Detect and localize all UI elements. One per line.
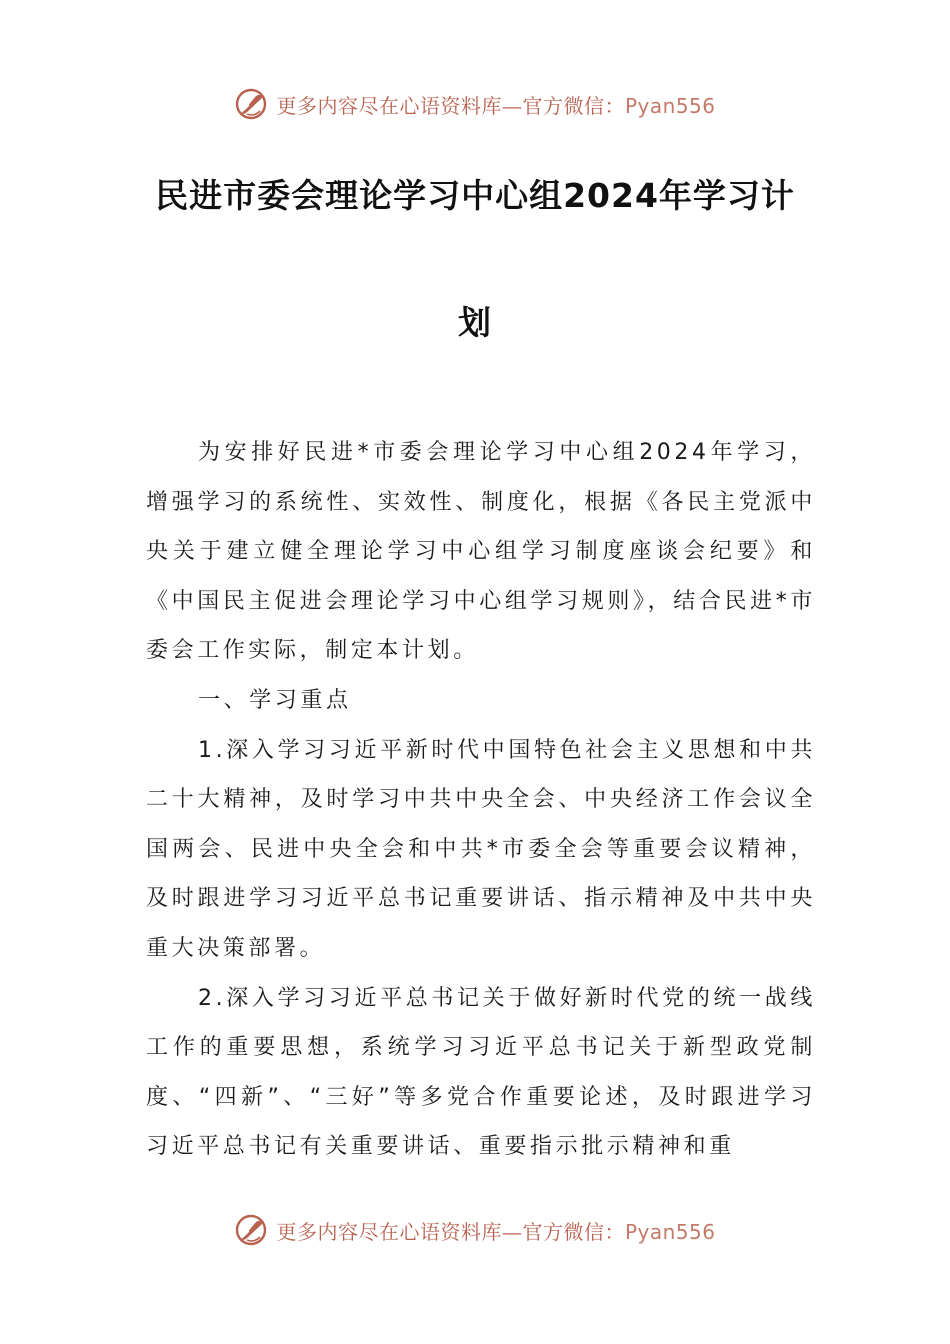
quill-circle-logo-icon [234, 1213, 268, 1247]
document-body [146, 428, 816, 1172]
watermark-banner-top [0, 84, 950, 124]
paragraph-item-2: 2.深入学习习近平总书记关于做好新时代党的统一战线工作的重要思想，系统学习习近平总书记关于新型政党制度、“四新”、“三好”等多党合作重要论述，及时跟进学习习近平总书记有关重要讲话、重要指示批示精神和重 [146, 985, 816, 1160]
quill-circle-logo-icon [234, 87, 268, 121]
document-title-line1: 民进市委会理论学习中心组2024年学习计 [155, 176, 795, 215]
paragraph-item-1: 1.深入学习习近平新时代中国特色社会主义思想和中共二十大精神，及时学习中共中央全会、中央经济工作会议全国两会、民进中央全会和中共*市委全会等重要会议精神，及时跟进学习习近平总书记重要讲话、指示精神及中共中央重大决策部署。 [146, 737, 816, 961]
watermark-text: 更多内容尽在心语资料库—官方微信：Pyan556 [276, 1219, 716, 1244]
section-heading: 一、学习重点 [198, 687, 352, 713]
wechat-id: Pyan556 [624, 93, 716, 118]
wechat-id: Pyan556 [624, 1219, 716, 1244]
paragraph-intro: 为安排好民进*市委会理论学习中心组2024年学习，增强学习的系统性、实效性、制度化，根据《各民主党派中央关于建立健全理论学习中心组学习制度座谈会纪要》和《中国民主促进会理论学习中心组学习规则》，结合民进*市委会工作实际，制定本计划。 [146, 440, 816, 664]
document-title-line2: 划 [458, 303, 492, 342]
watermark-text: 更多内容尽在心语资料库—官方微信：Pyan556 [276, 93, 716, 118]
watermark-banner-bottom [0, 1210, 950, 1250]
